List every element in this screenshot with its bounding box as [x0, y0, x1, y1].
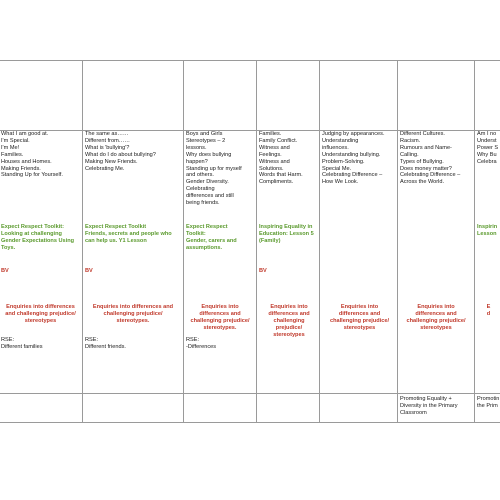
- enquiry-line: stereotypes: [420, 324, 452, 331]
- col-1-rse: [1, 337, 80, 351]
- topics-line: Witness and: [259, 144, 290, 151]
- resource-line: Expect Respect: [186, 224, 228, 230]
- enquiry-line: differences and: [268, 310, 310, 317]
- topics-line: Why Bu: [477, 151, 497, 158]
- topics-line: Celebrating Me.: [85, 165, 125, 172]
- col-2-bv: [85, 268, 181, 275]
- resource-line: Looking at challenging: [1, 230, 62, 237]
- resource-line: (Family): [259, 237, 281, 244]
- topics-line: Types of Bullying.: [400, 158, 444, 165]
- col-4-resource: [259, 224, 319, 245]
- col-1-resource: [1, 224, 80, 252]
- col-7-topics: [477, 131, 500, 166]
- resource-line: can help us. Y1 Lesson: [85, 237, 147, 244]
- topics-line: Special Me.: [322, 165, 352, 172]
- col-7-promo: [477, 396, 500, 410]
- bv-line: BV: [1, 268, 9, 274]
- enquiry-line: Enquiries into: [201, 304, 239, 310]
- col-divider-3: [256, 60, 257, 423]
- promo-line: Classroom: [400, 409, 427, 416]
- topics-line: Celebrating Difference –: [322, 172, 383, 179]
- col-1-topics: [1, 131, 80, 179]
- topics-line: Standing up for myself: [186, 165, 242, 172]
- enquiry-line: Enquiries into: [340, 304, 379, 310]
- topics-line: Celebra: [477, 158, 497, 165]
- topics-line: Gender Diversity.: [186, 179, 229, 186]
- resource-line: Inspiring Equality in: [259, 224, 313, 230]
- topics-line: Underst: [477, 137, 497, 144]
- rse-line: -Differences: [186, 343, 217, 350]
- topics-line: What do I do about bullying?: [85, 151, 156, 158]
- enquiry-line: challenging prejudice/: [329, 317, 390, 324]
- col-2-topics: [85, 131, 181, 172]
- topics-line: Racism.: [400, 137, 421, 144]
- enquiry-line: Enquiries into: [417, 304, 455, 310]
- topics-line: Standing Up for Yourself.: [1, 172, 63, 179]
- rse-line: Different friends.: [85, 343, 126, 350]
- bv-line: BV: [259, 268, 267, 274]
- enquiry-line: prejudice/: [275, 324, 303, 331]
- topics-line: Does money matter?: [400, 165, 452, 172]
- enquiry-line: stereotypes.: [203, 324, 237, 331]
- resource-line: Toys.: [1, 244, 16, 251]
- topics-line: How We Look.: [322, 179, 359, 186]
- rse-line: RSE:: [186, 337, 200, 343]
- col-4-topics: [259, 131, 319, 186]
- topics-line: differences and still: [186, 193, 234, 200]
- topics-line: Calling.: [400, 151, 419, 158]
- topics-line: Problem-Solving.: [322, 158, 365, 165]
- topics-line: Family Conflict.: [259, 137, 298, 144]
- col-3-rse: [186, 337, 254, 351]
- col-7-resource: [477, 224, 500, 238]
- topics-line: Celebrating: [186, 186, 215, 193]
- topics-line: Celebrating Difference –: [400, 172, 461, 179]
- enquiry-line: challenging: [273, 317, 305, 324]
- topics-line: Making New Friends.: [85, 158, 138, 165]
- topics-line: Families.: [259, 131, 282, 137]
- col-5-topics: [322, 131, 397, 186]
- enquiry-line: differences and: [415, 310, 457, 317]
- col-4-enquiry: [259, 304, 319, 339]
- col-divider-1: [82, 60, 83, 423]
- col-divider-2: [183, 60, 184, 423]
- bv-line: BV: [85, 268, 93, 274]
- topics-line: influences.: [322, 144, 349, 151]
- col-6-topics: [400, 131, 472, 186]
- topics-line: Different from……: [85, 137, 130, 144]
- enquiry-line: challenging prejudice/: [406, 317, 466, 324]
- resource-line: Gender Expectations Using: [1, 237, 75, 244]
- topics-line: and others.: [186, 172, 214, 179]
- enquiry-line: differences and: [199, 310, 241, 317]
- resource-line: assumptions.: [186, 244, 223, 251]
- topics-line: happen?: [186, 158, 208, 165]
- col-4-bv: [259, 268, 319, 275]
- resource-line: Toolkit:: [186, 230, 206, 237]
- col-divider-5: [397, 60, 398, 423]
- enquiry-line: E: [486, 304, 491, 310]
- col-2-rse: [85, 337, 181, 351]
- enquiry-line: Enquiries into differences and: [92, 304, 174, 310]
- promo-line: Promotin: [477, 396, 500, 402]
- topics-line: What I am good at.: [1, 131, 49, 137]
- col-divider-4: [319, 60, 320, 423]
- topics-line: Boys and Girls: [186, 131, 223, 137]
- enquiry-line: stereotypes: [273, 331, 305, 338]
- enquiry-line: d: [486, 310, 491, 317]
- enquiry-line: and challenging prejudice/: [5, 310, 76, 317]
- enquiry-line: stereotypes.: [116, 317, 150, 324]
- topics-line: Feelings.: [259, 151, 282, 158]
- topics-line: Understanding: [322, 137, 359, 144]
- col-1-bv: [1, 268, 80, 275]
- topics-line: Words that Harm.: [259, 172, 303, 179]
- promo-line: Diversity in the Primary: [400, 402, 458, 409]
- col-5-enquiry: [322, 304, 397, 332]
- topics-line: The same as……: [85, 131, 129, 137]
- row-divider-footer: [0, 393, 500, 394]
- col-3-enquiry: [186, 304, 254, 332]
- resource-line: Inspirin: [477, 224, 498, 230]
- resource-line: Expect Respect Toolkit:: [1, 224, 64, 230]
- topics-line: Stereotypes – 2: [186, 137, 226, 144]
- col-2-enquiry: [85, 304, 181, 325]
- enquiry-line: differences and: [338, 310, 381, 317]
- col-6-enquiry: [400, 304, 472, 332]
- topics-line: Witness and: [259, 158, 290, 165]
- topics-line: What is 'bullying'?: [85, 144, 130, 151]
- topics-line: Why does bullying: [186, 151, 232, 158]
- enquiry-line: challenging prejudice/: [190, 317, 250, 324]
- topics-line: Houses and Homes.: [1, 158, 52, 165]
- resource-line: Expect Respect Toolkit: [85, 224, 147, 230]
- rse-line: RSE:: [85, 337, 99, 343]
- topics-line: Understanding bullying.: [322, 151, 381, 158]
- promo-line: Promoting Equality +: [400, 396, 452, 402]
- topics-line: Across the World.: [400, 179, 445, 186]
- rse-line: Different families: [1, 343, 43, 350]
- rse-line: RSE:: [1, 337, 15, 343]
- resource-line: Friends, secrets and people who: [85, 230, 172, 237]
- col-3-resource: [186, 224, 254, 252]
- col-1-enquiry: [1, 304, 80, 325]
- col-7-enquiry: [477, 304, 500, 318]
- topics-line: I'm Me!: [1, 144, 20, 151]
- enquiry-line: Enquiries into differences: [6, 304, 75, 310]
- topics-line: Families.: [1, 151, 24, 158]
- promo-line: the Prim: [477, 402, 498, 409]
- resource-line: Lesson: [477, 230, 497, 237]
- topics-line: Compliments.: [259, 179, 294, 186]
- resource-line: Education: Lesson 5: [259, 230, 314, 237]
- topics-line: being friends.: [186, 200, 220, 207]
- col-divider-6: [474, 60, 475, 423]
- topics-line: I'm Special.: [1, 137, 30, 144]
- enquiry-line: challenging prejudice/: [103, 310, 163, 317]
- topics-line: Judging by appearances.: [322, 131, 385, 137]
- topics-line: Different Cultures.: [400, 131, 445, 137]
- topics-line: Solutions.: [259, 165, 284, 172]
- table-border-top: [0, 60, 500, 61]
- col-2-resource: [85, 224, 181, 245]
- topics-line: Power S: [477, 144, 499, 151]
- resource-line: Gender, carers and: [186, 237, 237, 244]
- topics-line: Rumours and Name-: [400, 144, 452, 151]
- enquiry-line: stereotypes: [343, 324, 376, 331]
- col-3-topics: [186, 131, 254, 207]
- topics-line: Making Friends.: [1, 165, 41, 172]
- enquiry-line: Enquiries into: [270, 304, 308, 310]
- topics-line: lessons.: [186, 144, 207, 151]
- col-6-promo: [400, 396, 472, 417]
- topics-line: Am I no: [477, 131, 497, 137]
- enquiry-line: stereotypes: [24, 317, 57, 324]
- table-border-bottom: [0, 422, 500, 423]
